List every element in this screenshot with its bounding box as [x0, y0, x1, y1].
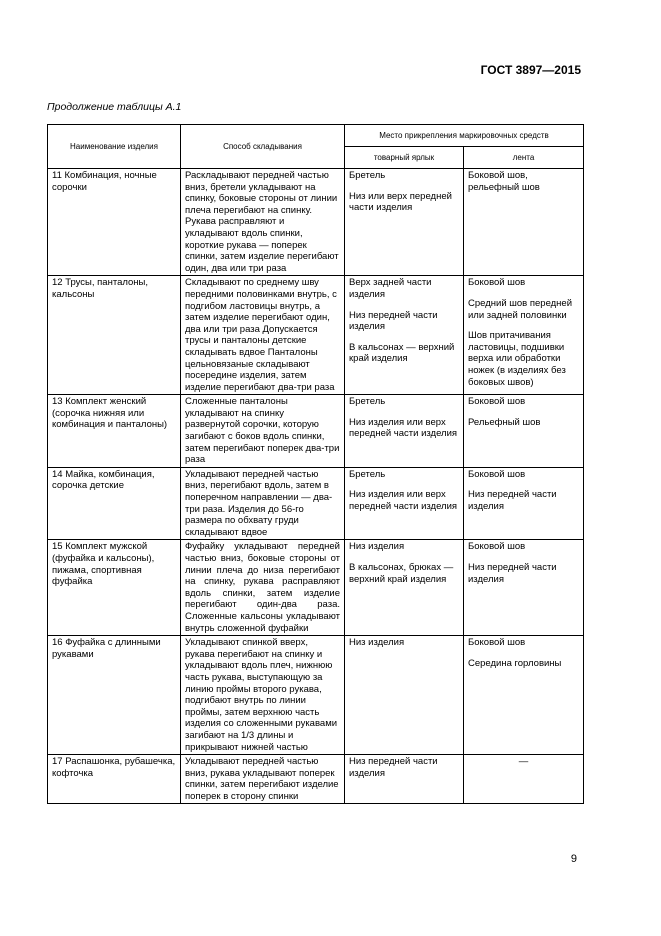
- cell-product-label: [345, 636, 464, 755]
- cell-tape-text: Боковой шов: [468, 396, 526, 408]
- cell-tape-text: Боковой шов, рельефный шов: [468, 170, 540, 193]
- cell-product-label-text: Бретель: [349, 396, 386, 408]
- cell-product-name-text: 13 Комплект женский (сорочка нижняя или комбинация и панталоны): [52, 396, 168, 431]
- table-row: [48, 755, 584, 804]
- document-standard-number: ГОСТ 3897—2015: [480, 63, 581, 77]
- cell-product-label-text: Низ изделия или верх передней части изделия: [349, 489, 458, 513]
- cell-tape: [464, 540, 584, 636]
- table-row: [48, 276, 584, 395]
- cell-tape-text: Низ передней части изделия: [468, 489, 557, 513]
- cell-tape: [464, 755, 584, 804]
- cell-folding-method: Укладывают передней частью вниз, рукава укладывают поперек спинки, затем перегибают изделие поперек в сторону спинки: [181, 755, 345, 804]
- cell-tape-text: Рельефный шов: [468, 416, 541, 428]
- cell-tape-text: Низ передней части изделия: [468, 562, 557, 585]
- cell-product-label-text: В кальсонах, брюках —верхний край изделия: [349, 562, 454, 585]
- header-folding-method: Способ складывания: [181, 125, 345, 169]
- cell-folding-method: Фуфайку укладывают передней частью вниз, боковые стороны от линии плеча до низа перегибают на спинку, рукава расправляют вдоль спинки, затем изделие перегибают один-два раза. Сложенные кальсоны укладывают внутрь сложенной фуфайки: [181, 540, 345, 636]
- cell-product-label: [345, 467, 464, 540]
- table-row: [48, 540, 584, 636]
- cell-product-name: [48, 395, 181, 468]
- cell-tape-text: Средний шов передней или задней половинки: [468, 297, 573, 321]
- cell-product-name-text: 15 Комплект мужской (фуфайка и кальсоны), пижама, спортивная фуфайка: [52, 541, 155, 588]
- header-product-name: Наименование изделия: [48, 125, 181, 169]
- cell-tape-text: Шов притачивания ластовицы, подшивки верха или обработки ножек (в изделиях без боковых швов): [468, 330, 566, 388]
- table-row: [48, 467, 584, 540]
- cell-folding-method: Укладывают передней частью вниз, перегибают вдоль, затем в поперечном направлении — два-три раза. Изделия до 56-го размера по обхвату груди складывают вдвое: [181, 467, 345, 540]
- cell-product-label: [345, 540, 464, 636]
- cell-folding-method: Сложенные панталоны укладывают на спинку развернутой сорочки, которую загибают с боков вдоль спинки, затем перегибают поперек два-три раза: [181, 395, 345, 468]
- cell-tape: [464, 467, 584, 540]
- cell-tape-text: Боковой шов: [468, 637, 526, 649]
- cell-tape: [464, 169, 584, 276]
- table-row: [48, 169, 584, 276]
- cell-tape-text: Боковой шов: [468, 277, 526, 289]
- cell-folding-method: Укладывают спинкой вверх, рукава перегибают на спинку и укладывают вдоль плеч, нижнюю часть рукава, выступающую за линию проймы второго рукава, подгибают внутрь по линии проймы, затем верхнюю часть изделия со сложенными рукавами загибают на 1/3 длины и прикрывают нижней частью: [181, 636, 345, 755]
- page-number: 9: [570, 853, 577, 865]
- cell-product-name: [48, 540, 181, 636]
- header-product-label: товарный ярлык: [345, 147, 464, 169]
- cell-product-name: [48, 755, 181, 804]
- cell-product-label-text: Низ передней части изделия: [349, 309, 438, 333]
- header-tape: лента: [464, 147, 584, 169]
- header-attachment-place: Место прикрепления маркировочных средств: [345, 125, 584, 147]
- cell-product-label-text: Низ изделия: [349, 541, 405, 553]
- cell-product-name-text: 11 Комбинация, ночные сорочки: [52, 170, 157, 193]
- cell-product-label: [345, 169, 464, 276]
- cell-product-label-text: В кальсонах — верхний край изделия: [349, 341, 455, 365]
- cell-product-name: [48, 169, 181, 276]
- cell-product-name: [48, 636, 181, 755]
- cell-product-label-text: Верх задней части изделия: [349, 277, 432, 300]
- cell-product-label-text: Низ передней части изделия: [349, 756, 438, 779]
- table-row: [48, 636, 584, 755]
- cell-product-label-text: Низ изделия или верх передней части изделия: [349, 416, 458, 440]
- cell-product-name-text: 14 Майка, комбинация, сорочка детские: [52, 468, 155, 492]
- cell-tape: [464, 636, 584, 755]
- cell-product-label-text: Низ или верх передней части изделия: [349, 190, 452, 214]
- cell-product-label-text: Бретель: [349, 170, 386, 181]
- cell-product-name: [48, 467, 181, 540]
- marking-table: [47, 124, 584, 804]
- cell-folding-method: Раскладывают передней частью вниз, бретели укладывают на спинку, боковые стороны от линии плеча перегибают на спинку. Рукава расправляют и укладывают вдоль спинки, короткие рукава — поперек спинки, затем изделие перегибают один, два или три раза: [181, 169, 345, 276]
- cell-product-label: [345, 276, 464, 395]
- cell-folding-method: Складывают по среднему шву передними половинками внутрь, с подгибом ластовицы внутрь, а затем изделие перегибают один, два или три раза Допускается трусы и панталоны детские складывать вдвое Панталоны цельновязаные складывают посередине изделия, затем изделие перегибают два-три раза: [181, 276, 345, 395]
- cell-product-name-text: 17 Распашонка, рубашечка, кофточка: [52, 756, 176, 779]
- cell-product-label: [345, 755, 464, 804]
- cell-tape: [464, 276, 584, 395]
- cell-tape-text: Боковой шов: [468, 541, 526, 553]
- table-row: [48, 395, 584, 468]
- cell-tape-text: —: [518, 756, 529, 768]
- cell-tape: [464, 395, 584, 468]
- cell-product-name-text: 16 Фуфайка с длинными рукавами: [52, 637, 161, 660]
- cell-product-label-text: Бретель: [349, 468, 386, 480]
- cell-tape-text: Середина горловины: [468, 657, 562, 669]
- cell-product-label-text: Низ изделия: [349, 637, 405, 649]
- cell-product-label: [345, 395, 464, 468]
- cell-product-name-text: 12 Трусы, панталоны, кальсоны: [52, 277, 149, 300]
- table-caption: Продолжение таблицы А.1: [47, 101, 182, 113]
- cell-product-name: [48, 276, 181, 395]
- cell-tape-text: Боковой шов: [468, 468, 526, 480]
